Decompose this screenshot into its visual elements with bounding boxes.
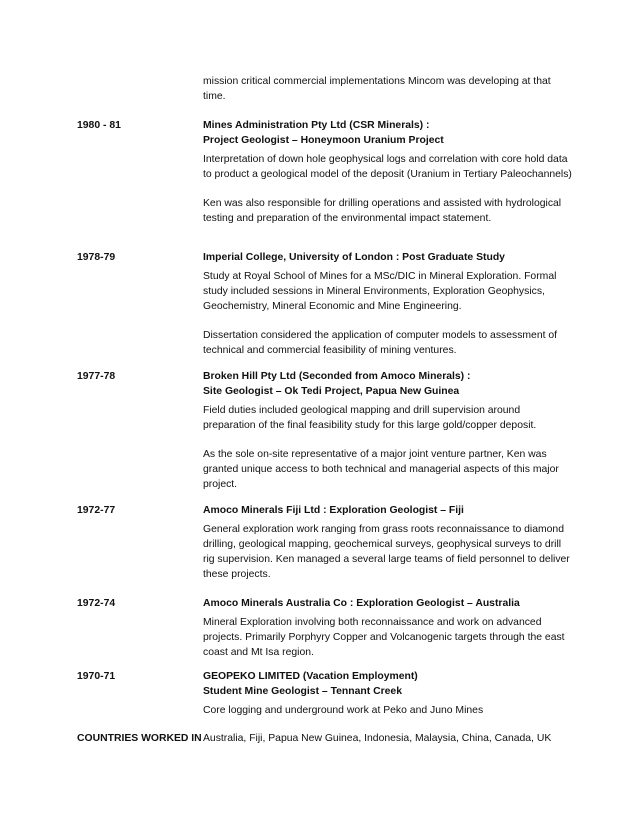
entry-heading: Imperial College, University of London : Post Graduate Study [203,252,505,263]
entry-period: 1970-71 [77,671,116,682]
entry-period: 1978-79 [77,252,116,263]
entry-period: 1977-78 [77,371,116,382]
entry-paragraph: Dissertation considered the application of computer models to assessment of technical and commercial feasibility of mining ventures. [203,330,558,356]
entry-paragraph: Field duties included geological mapping and drill supervision around preparation of the final feasibility study for this large gold/copper deposit. [203,405,537,431]
entry-paragraph: Study at Royal School of Mines for a MSc/DIC in Mineral Exploration. Formal study included sessions in Mineral Environments, Exploration Geophysics, Geochemistry, Mineral Economic and Mine Engineering. [203,271,557,312]
entry-paragraph: Ken was also responsible for drilling operations and assisted with hydrological testing and preparation of the environmental impact statement. [203,198,562,224]
entry-heading: Amoco Minerals Australia Co : Exploration Geologist – Australia [203,598,520,609]
entry-paragraph: Core logging and underground work at Peko and Juno Mines [203,705,484,716]
entry-content [203,118,573,226]
entry-heading: Broken Hill Pty Ltd (Seconded from Amoco Minerals) : [203,371,471,382]
entry-heading: Site Geologist – Ok Tedi Project, Papua New Guinea [203,386,460,397]
entry-heading: Student Mine Geologist – Tennant Creek [203,686,402,697]
countries-label: COUNTRIES WORKED IN [77,733,202,744]
entry-heading: Amoco Minerals Fiji Ltd : Exploration Geologist – Fiji [203,505,464,516]
continuation-text: mission critical commercial implementations Mincom was developing at that time. [203,76,551,102]
entry-heading: GEOPEKO LIMITED (Vacation Employment) [203,671,418,682]
countries-value: Australia, Fiji, Papua New Guinea, Indonesia, Malaysia, China, Canada, UK [203,733,552,744]
entry-period: 1980 - 81 [77,120,121,131]
entry-paragraph: As the sole on-site representative of a major joint venture partner, Ken was granted unique access to both technical and managerial aspects of this major project. [203,449,559,490]
entry-paragraph: Interpretation of down hole geophysical logs and correlation with core hold data to product a geological model of the deposit (Uranium in Tertiary Paleochannels) [203,154,572,180]
entry-content [203,369,573,492]
entry-content [203,250,573,358]
entry-content [203,669,573,718]
entry-heading: Mines Administration Pty Ltd (CSR Minerals) : [203,120,430,131]
entry-period: 1972-74 [77,598,116,609]
entry-content [203,596,573,660]
entry-heading: Project Geologist – Honeymoon Uranium Project [203,135,444,146]
entry-period: 1972-77 [77,505,116,516]
entry-paragraph: General exploration work ranging from grass roots reconnaissance to diamond drilling, geological mapping, geochemical surveys, geophysical surveys to drill rig supervision. Ken managed a several large teams of field personnel to deliver these projects. [203,524,570,580]
entry-paragraph: Mineral Exploration involving both reconnaissance and work on advanced projects. Primarily Porphyry Copper and Volcanogenic targets through the east coast and Mt Isa region. [203,617,565,658]
entry-content [203,503,573,582]
